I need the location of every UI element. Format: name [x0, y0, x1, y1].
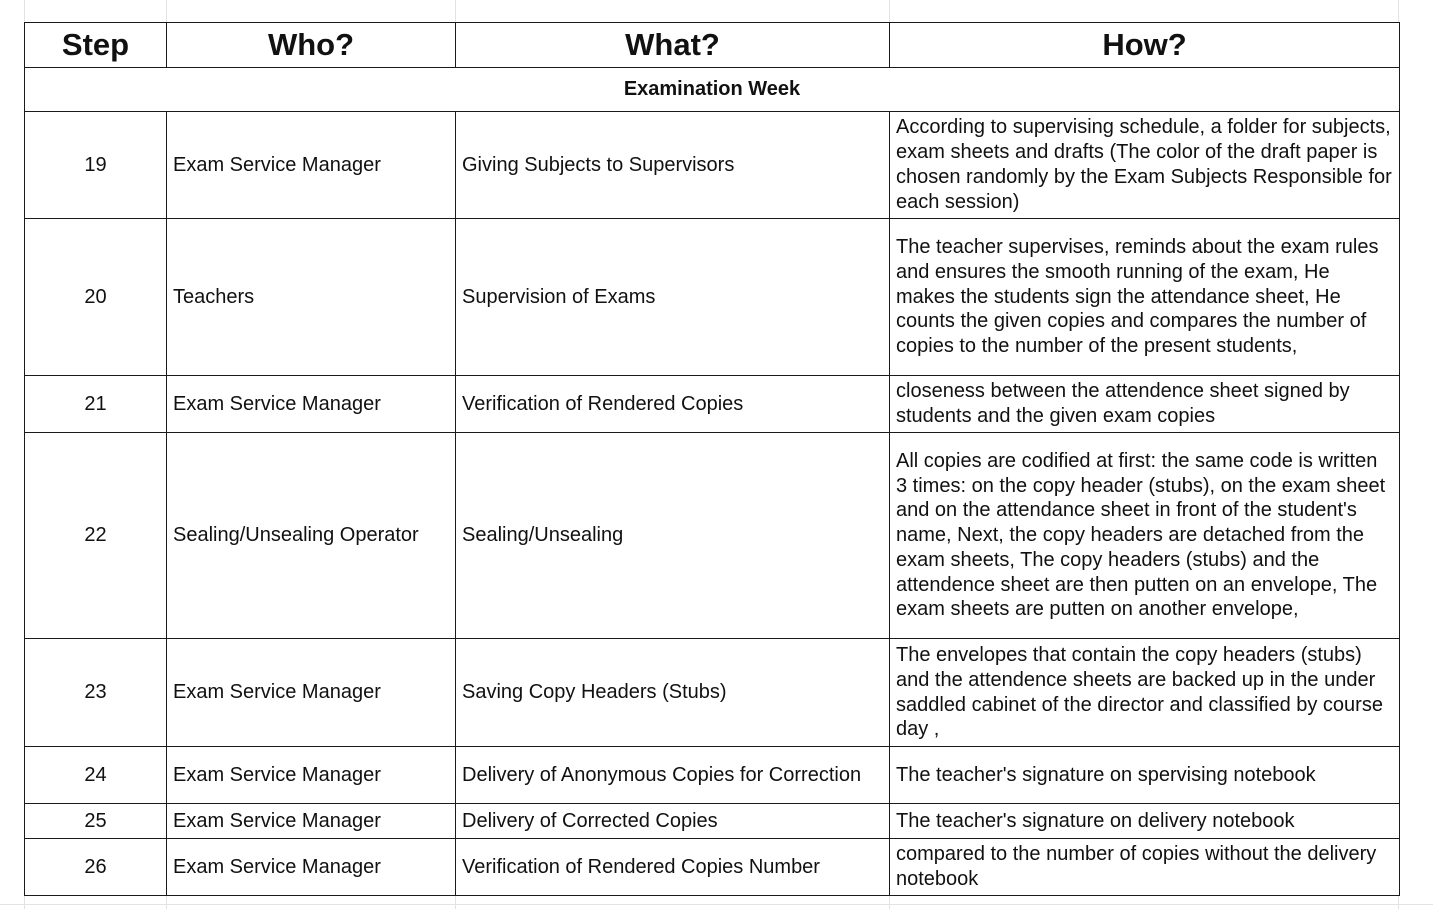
header-who[interactable]: Who?	[167, 23, 456, 68]
how-cell[interactable]: closeness between the attendence sheet signed by students and the given exam copies	[890, 376, 1400, 433]
header-step[interactable]: Step	[25, 23, 167, 68]
how-cell[interactable]: The teacher's signature on spervising notebook	[890, 747, 1400, 804]
what-cell[interactable]: Supervision of Exams	[456, 219, 890, 376]
who-cell[interactable]: Exam Service Manager	[167, 839, 456, 896]
what-cell[interactable]: Saving Copy Headers (Stubs)	[456, 639, 890, 747]
table-row	[25, 804, 1400, 839]
sheet-gridline	[0, 904, 1433, 905]
section-row	[25, 68, 1400, 112]
what-cell[interactable]: Giving Subjects to Supervisors	[456, 112, 890, 219]
step-cell[interactable]: 26	[25, 839, 167, 896]
step-cell[interactable]: 21	[25, 376, 167, 433]
who-cell[interactable]: Exam Service Manager	[167, 376, 456, 433]
who-cell[interactable]: Exam Service Manager	[167, 639, 456, 747]
who-cell[interactable]: Exam Service Manager	[167, 747, 456, 804]
step-cell[interactable]: 22	[25, 433, 167, 639]
table-row	[25, 433, 1400, 639]
step-cell[interactable]: 25	[25, 804, 167, 839]
table-row	[25, 376, 1400, 433]
who-cell[interactable]: Exam Service Manager	[167, 112, 456, 219]
who-cell[interactable]: Teachers	[167, 219, 456, 376]
what-cell[interactable]: Sealing/Unsealing	[456, 433, 890, 639]
table-row	[25, 747, 1400, 804]
step-cell[interactable]: 23	[25, 639, 167, 747]
table-row	[25, 219, 1400, 376]
what-cell[interactable]: Delivery of Corrected Copies	[456, 804, 890, 839]
who-cell[interactable]: Exam Service Manager	[167, 804, 456, 839]
how-cell[interactable]: All copies are codified at first: the same code is written 3 times: on the copy header (stubs), on the exam sheet and on the attendance sheet in front of the student's name, Next, the copy headers are detached from the exam sheets, The copy headers (stubs) and the attendence sheet are then putten on an envelope, The exam sheets are putten on another envelope,	[890, 433, 1400, 639]
how-cell[interactable]: The envelopes that contain the copy headers (stubs) and the attendence sheets are backed up in the under saddled cabinet of the director and classified by course day ,	[890, 639, 1400, 747]
table-row	[25, 839, 1400, 896]
table-row	[25, 112, 1400, 219]
step-cell[interactable]: 20	[25, 219, 167, 376]
who-cell[interactable]: Sealing/Unsealing Operator	[167, 433, 456, 639]
table-row	[25, 639, 1400, 747]
what-cell[interactable]: Verification of Rendered Copies	[456, 376, 890, 433]
how-cell[interactable]: According to supervising schedule, a folder for subjects, exam sheets and drafts (The color of the draft paper is chosen randomly by the Exam Subjects Responsible for each session)	[890, 112, 1400, 219]
what-cell[interactable]: Delivery of Anonymous Copies for Correction	[456, 747, 890, 804]
how-cell[interactable]: The teacher's signature on delivery notebook	[890, 804, 1400, 839]
step-cell[interactable]: 19	[25, 112, 167, 219]
how-cell[interactable]: The teacher supervises, reminds about the exam rules and ensures the smooth running of the exam, He makes the students sign the attendance sheet, He counts the given copies and compares the number of copies to the number of the present students,	[890, 219, 1400, 376]
header-how[interactable]: How?	[890, 23, 1400, 68]
header-row	[25, 23, 1400, 68]
how-cell[interactable]: compared to the number of copies without the delivery notebook	[890, 839, 1400, 896]
section-title[interactable]: Examination Week	[25, 68, 1400, 112]
what-cell[interactable]: Verification of Rendered Copies Number	[456, 839, 890, 896]
header-what[interactable]: What?	[456, 23, 890, 68]
procedure-table	[24, 22, 1400, 896]
step-cell[interactable]: 24	[25, 747, 167, 804]
